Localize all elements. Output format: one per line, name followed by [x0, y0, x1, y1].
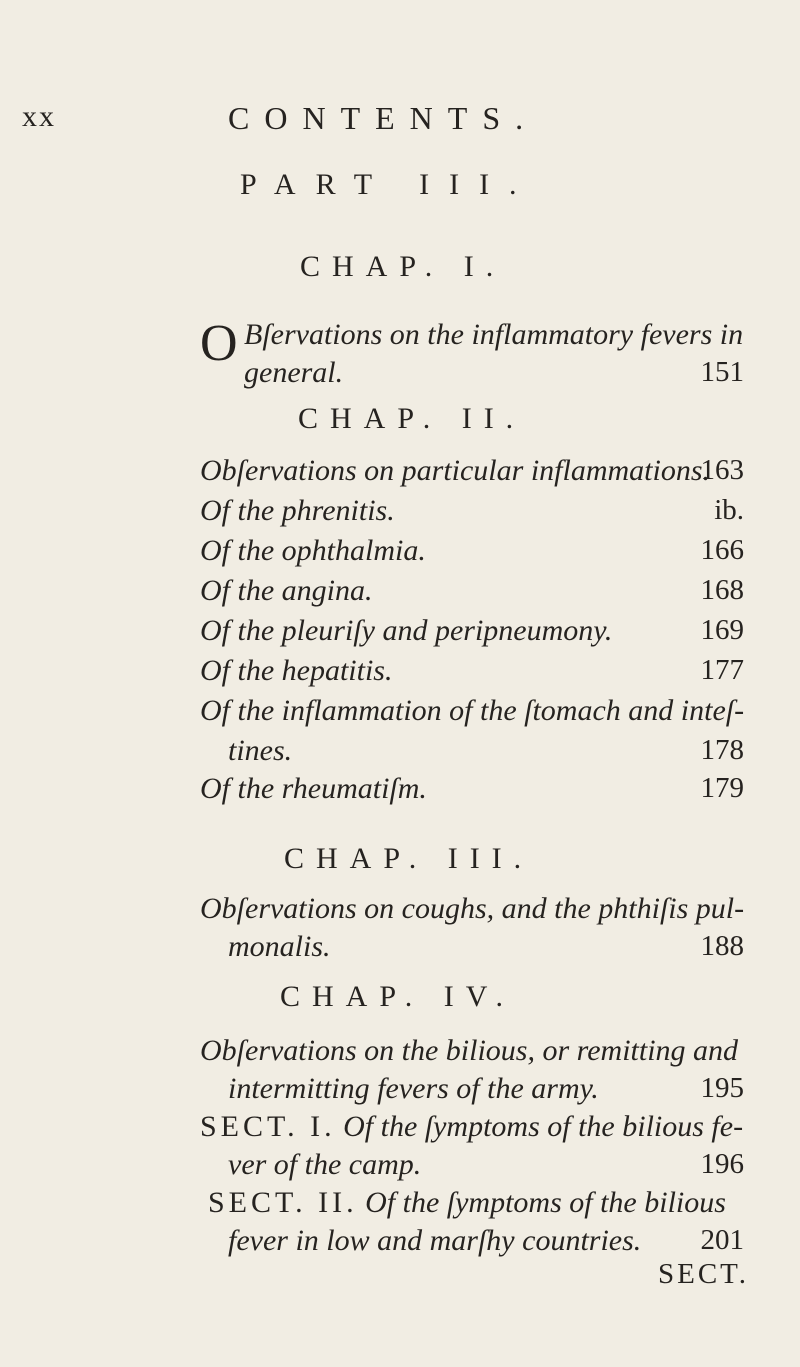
- sect-entry-line: [208, 1186, 726, 1220]
- entry-line: Obſervations on the bilious, or remitting and: [200, 1034, 739, 1067]
- entry-line: Obſervations on coughs, and the phthiſis pul-: [200, 892, 745, 925]
- entry-line: tines.: [228, 734, 293, 767]
- entry-line: Of the rheumatiſm.: [200, 772, 427, 805]
- entry-line: Of the angina.: [200, 574, 373, 607]
- entry-line: Of the ophthalmia.: [200, 534, 426, 567]
- chapter-heading-4: CHAP. IV.: [280, 980, 515, 1013]
- page-ref: 178: [700, 734, 744, 766]
- sect-label: SECT. II.: [208, 1186, 358, 1219]
- sect-entry-line: [200, 1110, 743, 1144]
- page-ref: 166: [700, 534, 744, 566]
- page-ref: 177: [700, 654, 744, 686]
- chapter-heading-3: CHAP. III.: [284, 842, 534, 875]
- entry-line: Of the pleuriſy and peripneumony.: [200, 614, 613, 647]
- entry-line: monalis.: [228, 930, 331, 963]
- entry-line: intermitting fevers of the army.: [228, 1072, 599, 1105]
- page-ref: 163: [700, 454, 744, 486]
- chapter-heading-1: CHAP. I.: [300, 250, 506, 283]
- running-head: CONTENTS.: [228, 100, 539, 136]
- entry-line: Bſervations on the inflammatory fevers in: [244, 318, 744, 351]
- page-number: xx: [22, 100, 56, 133]
- entry-line: Obſervations on particular inflammations.: [200, 454, 710, 487]
- page-header: [0, 100, 800, 150]
- page-ref: 151: [700, 356, 744, 388]
- page-ref: 179: [700, 772, 744, 804]
- page-ref: 201: [700, 1224, 744, 1256]
- page-ref: 195: [700, 1072, 744, 1104]
- sect-label: SECT. I.: [200, 1110, 336, 1143]
- page-ref: ib.: [714, 494, 744, 526]
- entry-line: Of the phrenitis.: [200, 494, 395, 527]
- page-ref: 168: [700, 574, 744, 606]
- part-heading: PART III.: [240, 168, 537, 201]
- entry-line: Of the ſymptoms of the bilious fe-: [343, 1110, 744, 1143]
- page-ref: 196: [700, 1148, 744, 1180]
- entry-line: general.: [244, 356, 344, 389]
- entry-line: Of the ſymptoms of the bilious: [365, 1186, 726, 1219]
- entry-line: Of the hepatitis.: [200, 654, 393, 687]
- entry-line: Of the inflammation of the ſtomach and inteſ-: [200, 694, 745, 727]
- page-ref: 169: [700, 614, 744, 646]
- entry-line: ver of the camp.: [228, 1148, 422, 1181]
- chapter-heading-2: CHAP. II.: [298, 402, 526, 435]
- entry-line: fever in low and marſhy countries.: [228, 1224, 642, 1257]
- catchword: SECT.: [658, 1258, 749, 1290]
- drop-cap-letter: O: [200, 315, 238, 372]
- page-ref: 188: [700, 930, 744, 962]
